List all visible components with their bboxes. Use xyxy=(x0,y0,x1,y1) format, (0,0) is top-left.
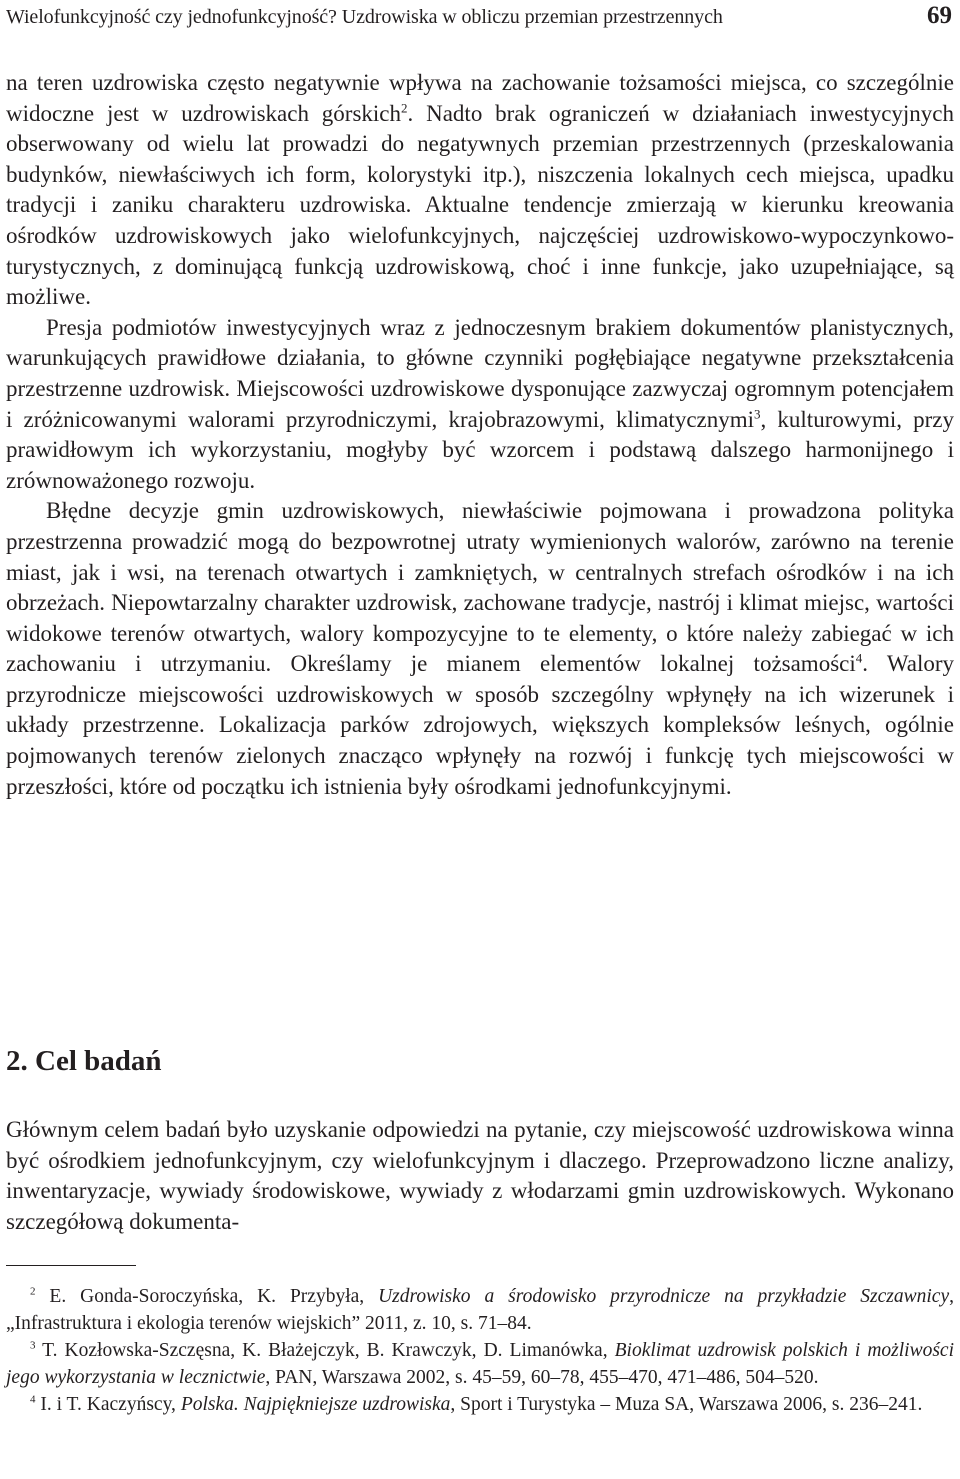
text-run: . Nadto brak ograniczeń w działaniach inwestycyjnych obserwowany od wielu lat prowadzi do negatywnych przemian przestrzennych (przeskalowania budynków, niewłaściwych ich form, kolorystyki itp.), niszczenia lokalnych cech miejsca, upadku tradycji i zaniku charakteru uzdrowiska. Aktualne tendencje zmierzają w kierunku kreowania ośrodków uzdrowiskowych jako wielofunkcyjnych, najczęściej uzdrowiskowo-wypoczynkowo-turystycznych, z dominującą funkcją uzdrowiskową, choć i inne funkcje, jako uzupełniające, są możliwe. xyxy=(6,100,954,310)
text-run: , Sport i Turystyka – Muza SA, Warszawa 2006, s. 236–241. xyxy=(450,1394,923,1415)
page-header xyxy=(6,2,952,36)
footnote-reference: 4 xyxy=(855,650,863,666)
body-text xyxy=(6,68,954,802)
footnote-reference: 3 xyxy=(754,405,761,421)
footnote-number: 3 xyxy=(30,1339,36,1352)
page-number: 69 xyxy=(927,2,952,29)
italic-title: Bioklimat uzdrowisk polskich i możliwości jego wykorzystania w lecznictwie xyxy=(6,1340,954,1388)
footnotes xyxy=(6,1284,954,1420)
section-body xyxy=(6,1115,954,1237)
footnote xyxy=(6,1338,954,1391)
text-run: Błędne decyzje gmin uzdrowiskowych, niewłaściwie pojmowana i prowadzona polityka przestrzenna prowadzić mogą do bezpowrotnej utraty wymienionych walorów, zarówno na terenie miast, jak i wsi, na terenach otwartych i zamkniętych, w centralnych strefach ośrodków i na ich obrzeżach. Niepowtarzalny charakter uzdrowisk, zachowane tradycje, nastrój i klimat miejsc, wartości widokowe terenów otwartych, walory kompozycyjne to te elementy, o które należy zabiegać w ich zachowaniu i utrzymaniu. Określamy je mianem elementów lokalnej tożsamości xyxy=(6,498,954,677)
body-paragraph xyxy=(6,68,954,313)
text-run: Presja podmiotów inwestycyjnych wraz z jednoczesnym brakiem dokumentów planistycznych, warunkujących prawidłowe działania, to główne czynniki pogłębiające negatywne przekształcenia przestrzenne uzdrowisk. Miejscowości uzdrowiskowe dysponujące zazwyczaj ogromnym potencjałem i zróżnicowanymi walorami przyrodniczymi, krajobrazowymi, klimatycznymi xyxy=(6,314,954,432)
text-run: E. Gonda-Soroczyńska, K. Przybyła, xyxy=(35,1286,379,1307)
body-paragraph xyxy=(6,313,954,497)
running-title: Wielofunkcyjność czy jednofunkcyjność? Uzdrowiska w obliczu przemian przestrzennych xyxy=(6,6,723,28)
footnote-number: 2 xyxy=(30,1285,36,1298)
section-heading: 2. Cel badań xyxy=(6,1045,162,1077)
text-run: , „Infrastruktura i ekologia terenów wiejskich” 2011, z. 10, s. 71–84. xyxy=(6,1286,954,1334)
text-run: na teren uzdrowiska często negatywnie wpływa na zachowanie tożsamości miejsca, co szczególnie widoczne jest w uzdrowiskach górskich xyxy=(6,70,954,126)
text-run: . Walory przyrodnicze miejscowości uzdrowiskowych w sposób szczególny wpłynęły na ich wizerunek i układy przestrzenne. Lokalizacja parków zdrojowych, większych kompleksów leśnych, ogólnie pojmowanych terenów zielonych znacząco wpłynęły na rozwój i funkcję tych miejscowości w przeszłości, które od początku ich istnienia były ośrodkami jednofunkcyjnymi. xyxy=(6,651,955,799)
footnote xyxy=(6,1392,954,1419)
footnote-reference: 2 xyxy=(401,99,408,115)
section-paragraph: Głównym celem badań było uzyskanie odpowiedzi na pytanie, czy miejscowość uzdrowiskowa winna być ośrodkiem jednofunkcyjnym, czy wielofunkcyjnym i dlaczego. Przeprowadzono liczne analizy, inwentaryzacje, wywiady środowiskowe, wywiady z włodarzami gmin uzdrowiskowych. Wykonano szczegółową dokumenta- xyxy=(6,1117,954,1234)
italic-title: Polska. Najpiękniejsze uzdrowiska xyxy=(180,1394,451,1415)
footnote xyxy=(6,1284,954,1337)
footnote-number: 4 xyxy=(30,1393,36,1406)
text-run: , kulturowymi, przy prawidłowym ich wykorzystaniu, mogłyby być wzorcem i podstawą dalszego harmonijnego i zrównoważonego rozwoju. xyxy=(6,406,955,493)
body-paragraph xyxy=(6,496,954,802)
text-run: I. i T. Kaczyńscy, xyxy=(35,1394,181,1415)
italic-title: Uzdrowisko a środowisko przyrodnicze na przykładzie Szczawnicy xyxy=(378,1286,950,1307)
footnote-divider xyxy=(6,1265,136,1266)
text-run: T. Kozłowska-Szczęsna, K. Błażejczyk, B. Krawczyk, D. Limanówka, xyxy=(35,1340,615,1361)
text-run: , PAN, Warszawa 2002, s. 45–59, 60–78, 455–470, 471–486, 504–520. xyxy=(265,1366,819,1388)
